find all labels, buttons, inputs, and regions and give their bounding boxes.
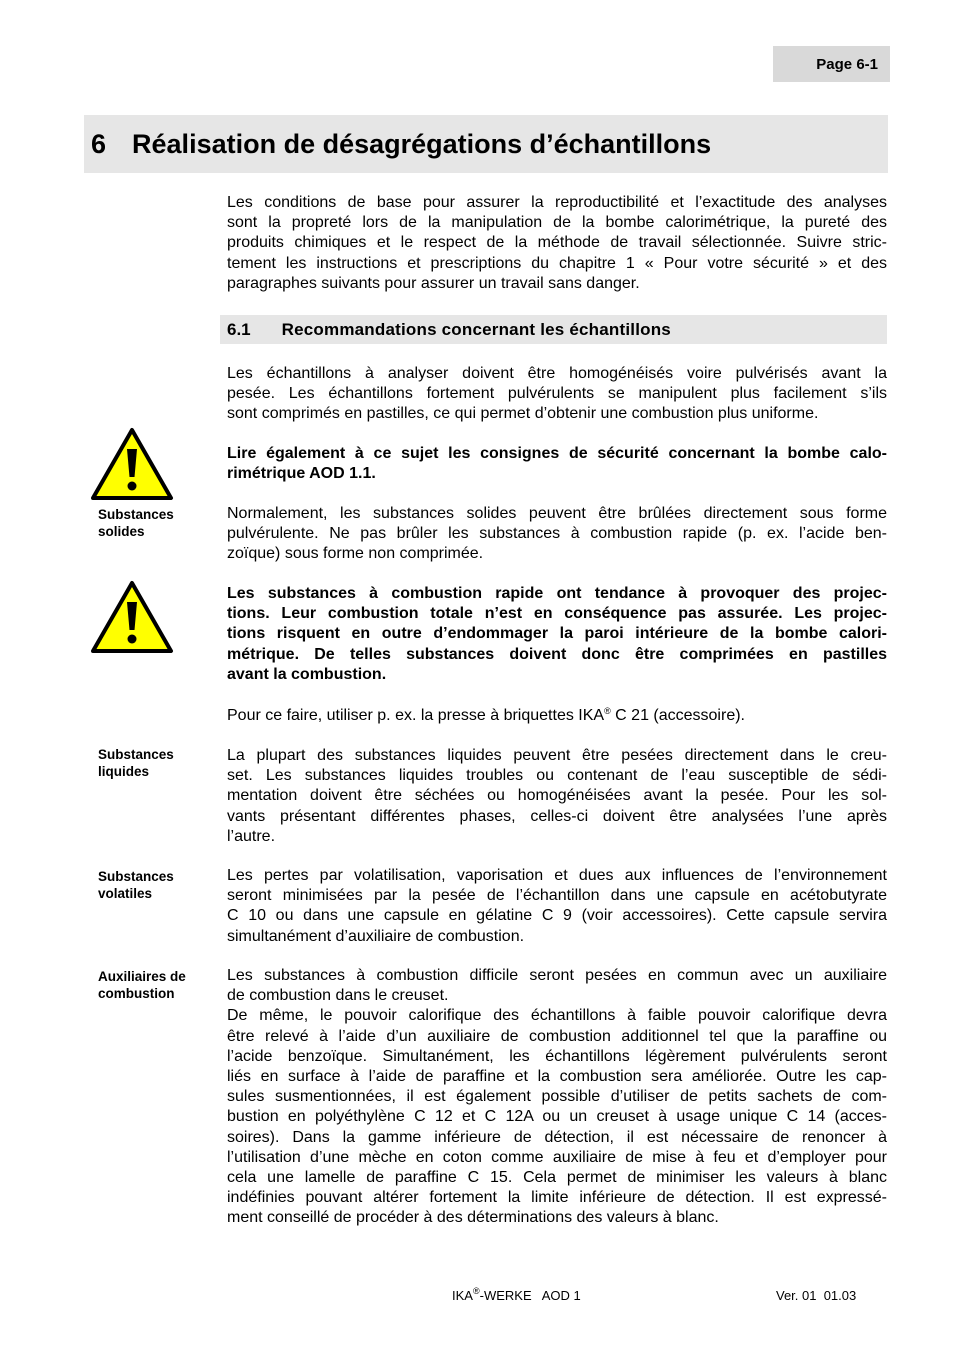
- text-line: De même, le pouvoir calorifique des échantillons à faible pouvoir calorifique devra: [227, 1007, 887, 1025]
- footer-version: [776, 1288, 856, 1303]
- text-line: paragraphes suivants pour assurer un travail sans danger.: [227, 274, 640, 292]
- footer-version-text: Ver. 01 01.03: [776, 1288, 857, 1303]
- label-line: liquides: [98, 764, 150, 779]
- text-line: C 10 ou dans une capsule en gélatine C 9 (voir accessoires). Cette capsule servira: [227, 907, 887, 925]
- text-line: zoïque) sous forme non comprimée.: [227, 545, 484, 563]
- text-line: mentation doivent être séchées ou homogénéisées avant la pesée. Pour les sol-: [227, 787, 887, 805]
- text-line: simultanément d’auxiliaire de combustion.: [227, 927, 525, 945]
- label-line: solides: [98, 524, 145, 539]
- liquids-paragraph: [227, 746, 887, 847]
- text-line: Les substances à combustion difficile seront pesées en commun avec un auxiliaire: [227, 967, 887, 984]
- text-line: bustion en polyéthylène C 12 et C 12A ou un creuset à usage unique C 14 (acces-: [227, 1108, 887, 1126]
- press-paragraph: [227, 706, 887, 726]
- text-line: Les échantillons à analyser doivent être homogénéisés voire pulvérisés avant la: [227, 365, 887, 382]
- text-line: indéfinies pouvant altérer fortement la limite inférieure de détection. Il est expressé-: [227, 1189, 887, 1207]
- text-line: La plupart des substances liquides peuvent être pesées directement dans le creu-: [227, 747, 887, 764]
- chapter-title: Réalisation de désagrégations d’échantillons: [132, 128, 712, 159]
- text-segment: C 21 (accessoire).: [610, 707, 745, 724]
- samples-paragraph: [227, 364, 887, 425]
- chapter-number: 6: [91, 128, 107, 159]
- label-substances-volatiles: [98, 868, 208, 902]
- text-line: sont comprimés en pastilles, ce qui permet d’obtenir une combustion plus uniforme.: [227, 405, 819, 423]
- footer-brand: IKA: [452, 1288, 473, 1303]
- page-number: Page 6-1: [816, 55, 878, 73]
- label-line: Substances: [98, 747, 174, 762]
- text-line: tions. Leur combustion totale n’est en conséquence pas assurée. Les projec-: [227, 605, 887, 623]
- registered-mark: ®: [604, 706, 611, 716]
- section-title: Recommandations concernant les échantillons: [281, 319, 671, 339]
- text-line: seront minimisées par la pesée de l’échantillon dans une capsule en acétobutyrate: [227, 887, 887, 905]
- text-line: l’acide benzoïque. Simultanément, les échantillons légèrement pulvérulents seront: [227, 1047, 887, 1065]
- label-line: Substances: [98, 869, 174, 884]
- page-number-badge: [773, 46, 890, 82]
- label-line: combustion: [98, 986, 175, 1001]
- label-substances-solides: [98, 506, 208, 540]
- section-number: 6.1: [227, 319, 251, 339]
- solids-paragraph: [227, 504, 887, 565]
- text-line: ment conseillé de procéder à des déterminations des valeurs à blanc.: [227, 1209, 719, 1227]
- text-line: Normalement, les substances solides peuvent être brûlées directement sous forme: [227, 505, 887, 522]
- text-line: pulvérulente. Ne pas brûler les substances à combustion rapide (p. ex. l’acide ben-: [227, 525, 887, 543]
- text-line: de combustion dans le creuset.: [227, 987, 449, 1005]
- auxiliaries-paragraph: [227, 966, 887, 1229]
- intro-paragraph: [227, 193, 887, 294]
- section-heading: [220, 315, 887, 344]
- text-line: cela une lamelle de paraffine C 15. Cela permet de minimiser les valeurs à blanc: [227, 1169, 887, 1187]
- text-line: l’autre.: [227, 827, 276, 845]
- label-line: Substances: [98, 507, 174, 522]
- safety-notice-bomb: [227, 444, 887, 484]
- text-line: Les pertes par volatilisation, vaporisation et dues aux influences de l’environnement: [227, 867, 887, 884]
- text-line: soires). Dans la gamme inférieure de détection, il est nécessaire de renoncer à: [227, 1128, 887, 1146]
- text-line: rimétrique AOD 1.1.: [227, 465, 376, 483]
- text-line: vants présentant différentes phases, celles-ci doivent être analysées l’une après: [227, 807, 887, 825]
- text-line: être relevé à l’aide d’un auxiliaire de combustion additionnel tel que la paraffine ou: [227, 1027, 887, 1045]
- text-line: métrique. De telles substances doivent donc être comprimées en pastilles: [227, 645, 887, 663]
- text-line: produits chimiques et le respect de la méthode de travail sélectionnée. Suivre stric-: [227, 234, 887, 252]
- footer-publisher: [452, 1288, 581, 1303]
- footer-product: -WERKE AOD 1: [479, 1288, 581, 1303]
- text-segment: Pour ce faire, utiliser p. ex. la presse à briquettes IKA: [227, 707, 605, 724]
- text-line: Lire également à ce sujet les consignes de sécurité concernant la bombe calo-: [227, 445, 887, 462]
- label-substances-liquides: [98, 746, 208, 780]
- label-line: volatiles: [98, 886, 153, 901]
- text-line: liés en surface à l’aide de paraffine et la combustion sera améliorée. Outre les cap-: [227, 1068, 887, 1086]
- safety-notice-projections: [227, 584, 887, 685]
- text-line: sont la propreté lors de la manipulation de la bombe calorimétrique, la pureté des: [227, 214, 887, 232]
- text-line: tement les instructions et prescriptions du chapitre 1 « Pour votre sécurité » et des: [227, 254, 887, 272]
- text-line: sules susmentionnées, il est également possible d’utiliser de petits sachets de com-: [227, 1088, 887, 1106]
- warning-triangle-icon: [90, 580, 174, 654]
- volatiles-paragraph: [227, 866, 887, 947]
- warning-triangle-icon: [90, 427, 174, 501]
- registered-mark: ®: [472, 1286, 480, 1296]
- chapter-heading: [84, 115, 888, 173]
- label-auxiliaires-combustion: [98, 968, 208, 1002]
- text-line: l’utilisation d’une mèche en coton comme auxiliaire de mise à feu et d’employer pour: [227, 1148, 887, 1166]
- label-line: Auxiliaires de: [98, 969, 186, 984]
- text-line: Les conditions de base pour assurer la reproductibilité et l’exactitude des analyses: [227, 194, 887, 211]
- text-line: Les substances à combustion rapide ont tendance à provoquer des projec-: [227, 585, 887, 602]
- text-line: set. Les substances liquides troubles ou contenant de l’eau susceptible de sédi-: [227, 767, 887, 785]
- text-line: tions risquent en outre d’endommager la paroi intérieure de la bombe calori-: [227, 625, 887, 643]
- text-line: pesée. Les échantillons fortement pulvérulents se manipulent plus facilement s’ils: [227, 385, 887, 403]
- text-line: avant la combustion.: [227, 665, 387, 683]
